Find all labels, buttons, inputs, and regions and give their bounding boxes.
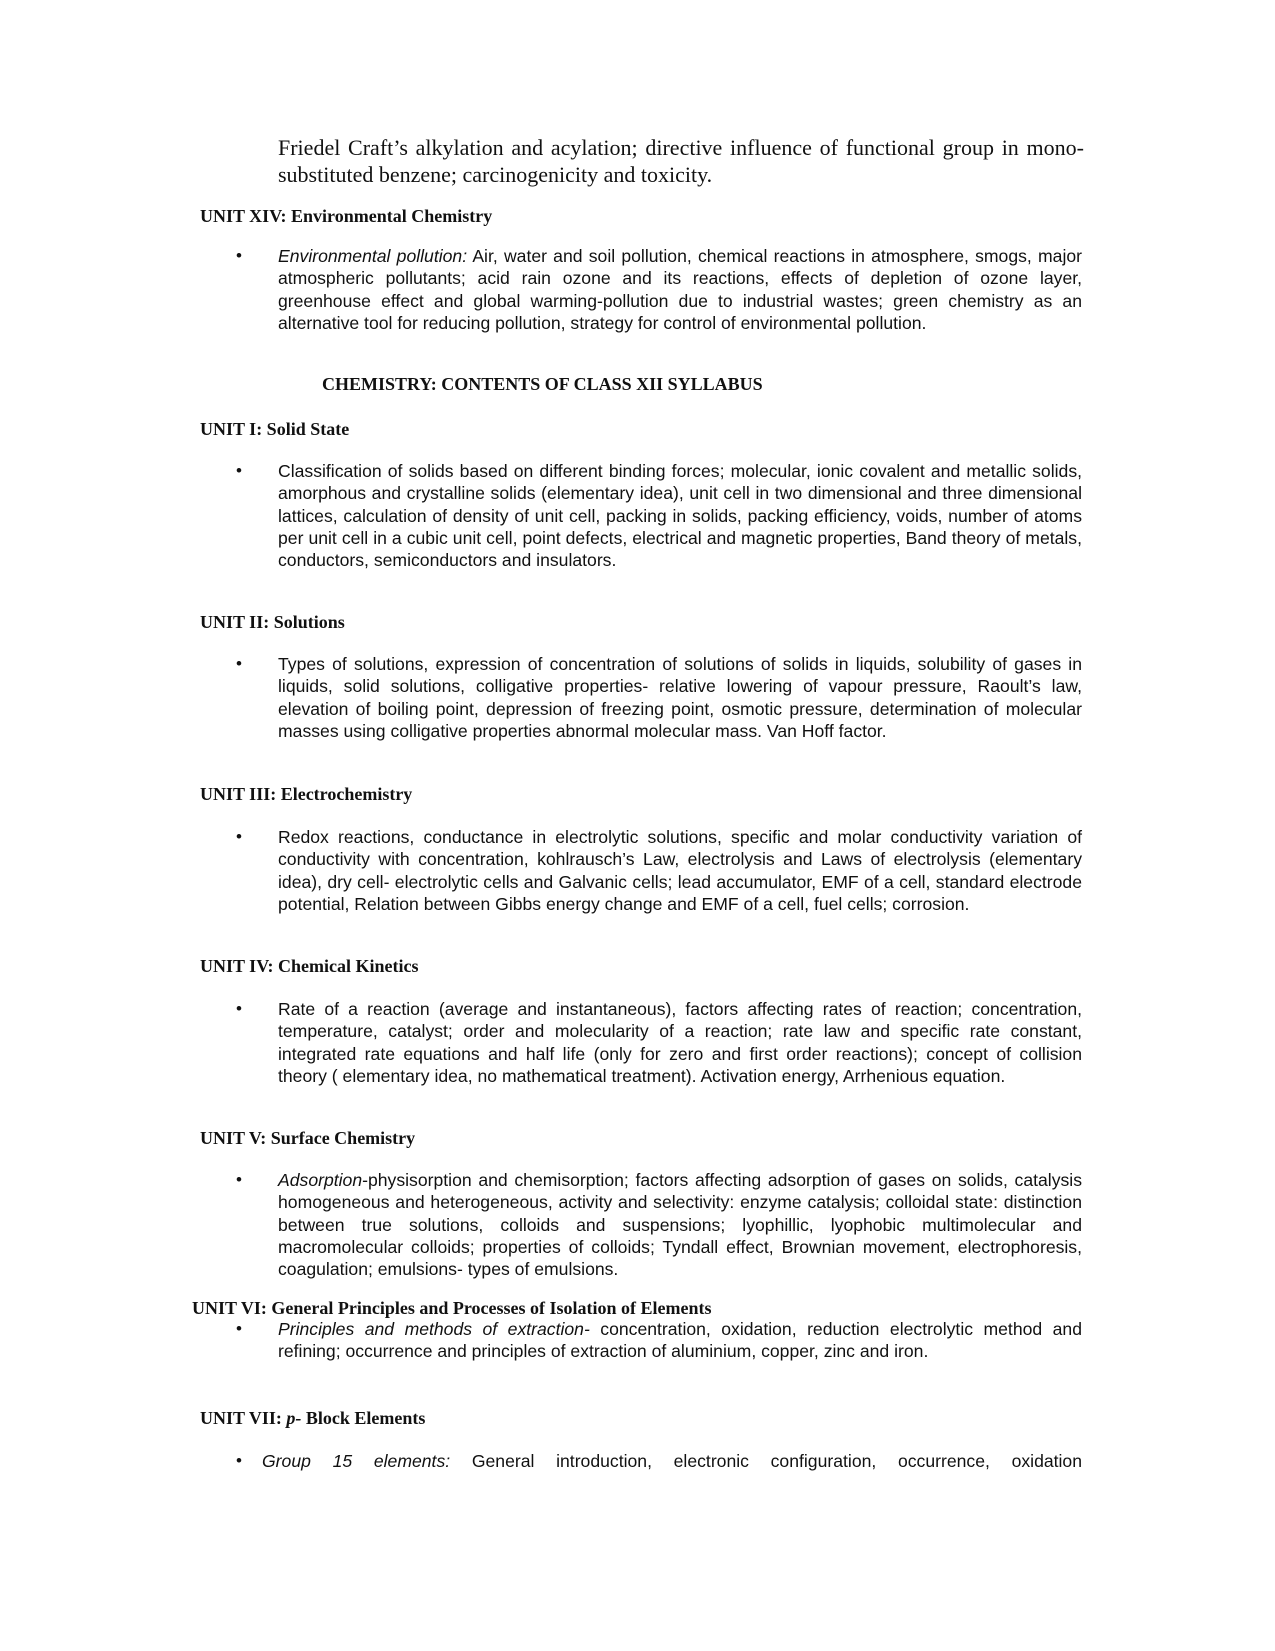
unit-5-content bbox=[236, 1169, 1082, 1280]
unit-6-content bbox=[236, 1318, 1082, 1363]
list-item bbox=[236, 653, 1082, 742]
bullet-icon: • bbox=[236, 654, 242, 673]
unit-1-content bbox=[236, 460, 1082, 571]
intro-paragraph: Friedel Craft’s alkylation and acylation; directive influence of functional group in mono-substituted benzene; carcinogenicity and toxicity. bbox=[278, 135, 1084, 187]
bullet-icon: • bbox=[236, 246, 242, 265]
list-item bbox=[236, 1169, 1082, 1280]
list-item bbox=[236, 460, 1082, 571]
bullet-icon: • bbox=[236, 1319, 242, 1338]
unit-7-bullet: Group 15 elements: General introduction, electronic configuration, occurrence, oxidation bbox=[262, 1451, 1082, 1471]
unit-3-heading: UNIT III: Electrochemistry bbox=[200, 784, 413, 804]
unit-4-bullet: Rate of a reaction (average and instantaneous), factors affecting rates of reaction; concentration, temperature, catalyst; order and molecularity of a reaction; rate law and specific rate constant, integrated rate equations and half life (only for zero and first order reactions); concept of collision theory ( elementary idea, no mathematical treatment). Activation energy, Arrhenious equation. bbox=[278, 999, 1082, 1086]
unit-6-bullet: Principles and methods of extraction- concentration, oxidation, reduction electrolytic method and refining; occurrence and principles of extraction of aluminium, copper, zinc and iron. bbox=[278, 1319, 1083, 1362]
list-item bbox=[236, 998, 1082, 1087]
list-item bbox=[236, 826, 1082, 915]
list-item bbox=[236, 1450, 1082, 1472]
bullet-icon: • bbox=[236, 1170, 242, 1189]
unit-4-heading: UNIT IV: Chemical Kinetics bbox=[200, 956, 419, 976]
section-title: CHEMISTRY: CONTENTS OF CLASS XII SYLLABUS bbox=[322, 374, 763, 394]
unit-2-content bbox=[236, 653, 1082, 742]
bullet-icon: • bbox=[236, 461, 242, 480]
unit-6-heading: UNIT VI: General Principles and Processes of Isolation of Elements bbox=[192, 1298, 712, 1318]
unit-5-heading: UNIT V: Surface Chemistry bbox=[200, 1128, 416, 1148]
unit-1-heading: UNIT I: Solid State bbox=[200, 419, 350, 439]
unit-7-content bbox=[236, 1450, 1082, 1472]
unit-2-bullet: Types of solutions, expression of concentration of solutions of solids in liquids, solubility of gases in liquids, solid solutions, colligative properties- relative lowering of vapour pressure, Raoult’s law, elevation of boiling point, depression of freezing point, osmotic pressure, determination of molecular masses using colligative properties abnormal molecular mass. Van Hoff factor. bbox=[278, 654, 1082, 741]
unit-14-heading: UNIT XIV: Environmental Chemistry bbox=[200, 206, 493, 226]
unit-7-heading: UNIT VII: p- Block Elements bbox=[200, 1408, 426, 1428]
unit-3-content bbox=[236, 826, 1082, 915]
unit-14-content bbox=[236, 245, 1082, 334]
list-item bbox=[236, 1318, 1082, 1363]
unit-5-bullet: Adsorption-physisorption and chemisorption; factors affecting adsorption of gases on solids, catalysis homogeneous and heterogeneous, activity and selectivity: enzyme catalysis; colloidal state: distinction between true solutions, colloids and suspensions; lyophillic, lyophobic multimolecular and macromolecular colloids; properties of colloids; Tyndall effect, Brownian movement, electrophoresis, coagulation; emulsions- types of emulsions. bbox=[278, 1170, 1082, 1280]
bullet-icon: • bbox=[236, 827, 242, 846]
bullet-icon: • bbox=[236, 999, 242, 1018]
unit-2-heading: UNIT II: Solutions bbox=[200, 612, 345, 632]
unit-1-bullet: Classification of solids based on different binding forces; molecular, ionic covalent and metallic solids, amorphous and crystalline solids (elementary idea), unit cell in two dimensional and three dimensional lattices, calculation of density of unit cell, packing in solids, packing efficiency, voids, number of atoms per unit cell in a cubic unit cell, point defects, electrical and magnetic properties, Band theory of metals, conductors, semiconductors and insulators. bbox=[278, 461, 1082, 571]
unit-3-bullet: Redox reactions, conductance in electrolytic solutions, specific and molar conductivity variation of conductivity with concentration, kohlrausch’s Law, electrolysis and Laws of electrolysis (elementary idea), dry cell- electrolytic cells and Galvanic cells; lead accumulator, EMF of a cell, standard electrode potential, Relation between Gibbs energy change and EMF of a cell, fuel cells; corrosion. bbox=[278, 827, 1082, 914]
unit-14-bullet: Environmental pollution: Air, water and soil pollution, chemical reactions in atmosphere, smogs, major atmospheric pollutants; acid rain ozone and its reactions, effects of depletion of ozone layer, greenhouse effect and global warming-pollution due to industrial wastes; green chemistry as an alternative tool for reducing pollution, strategy for control of environmental pollution. bbox=[278, 246, 1082, 333]
list-item bbox=[236, 245, 1082, 334]
unit-4-content bbox=[236, 998, 1082, 1087]
bullet-icon: • bbox=[236, 1451, 242, 1470]
